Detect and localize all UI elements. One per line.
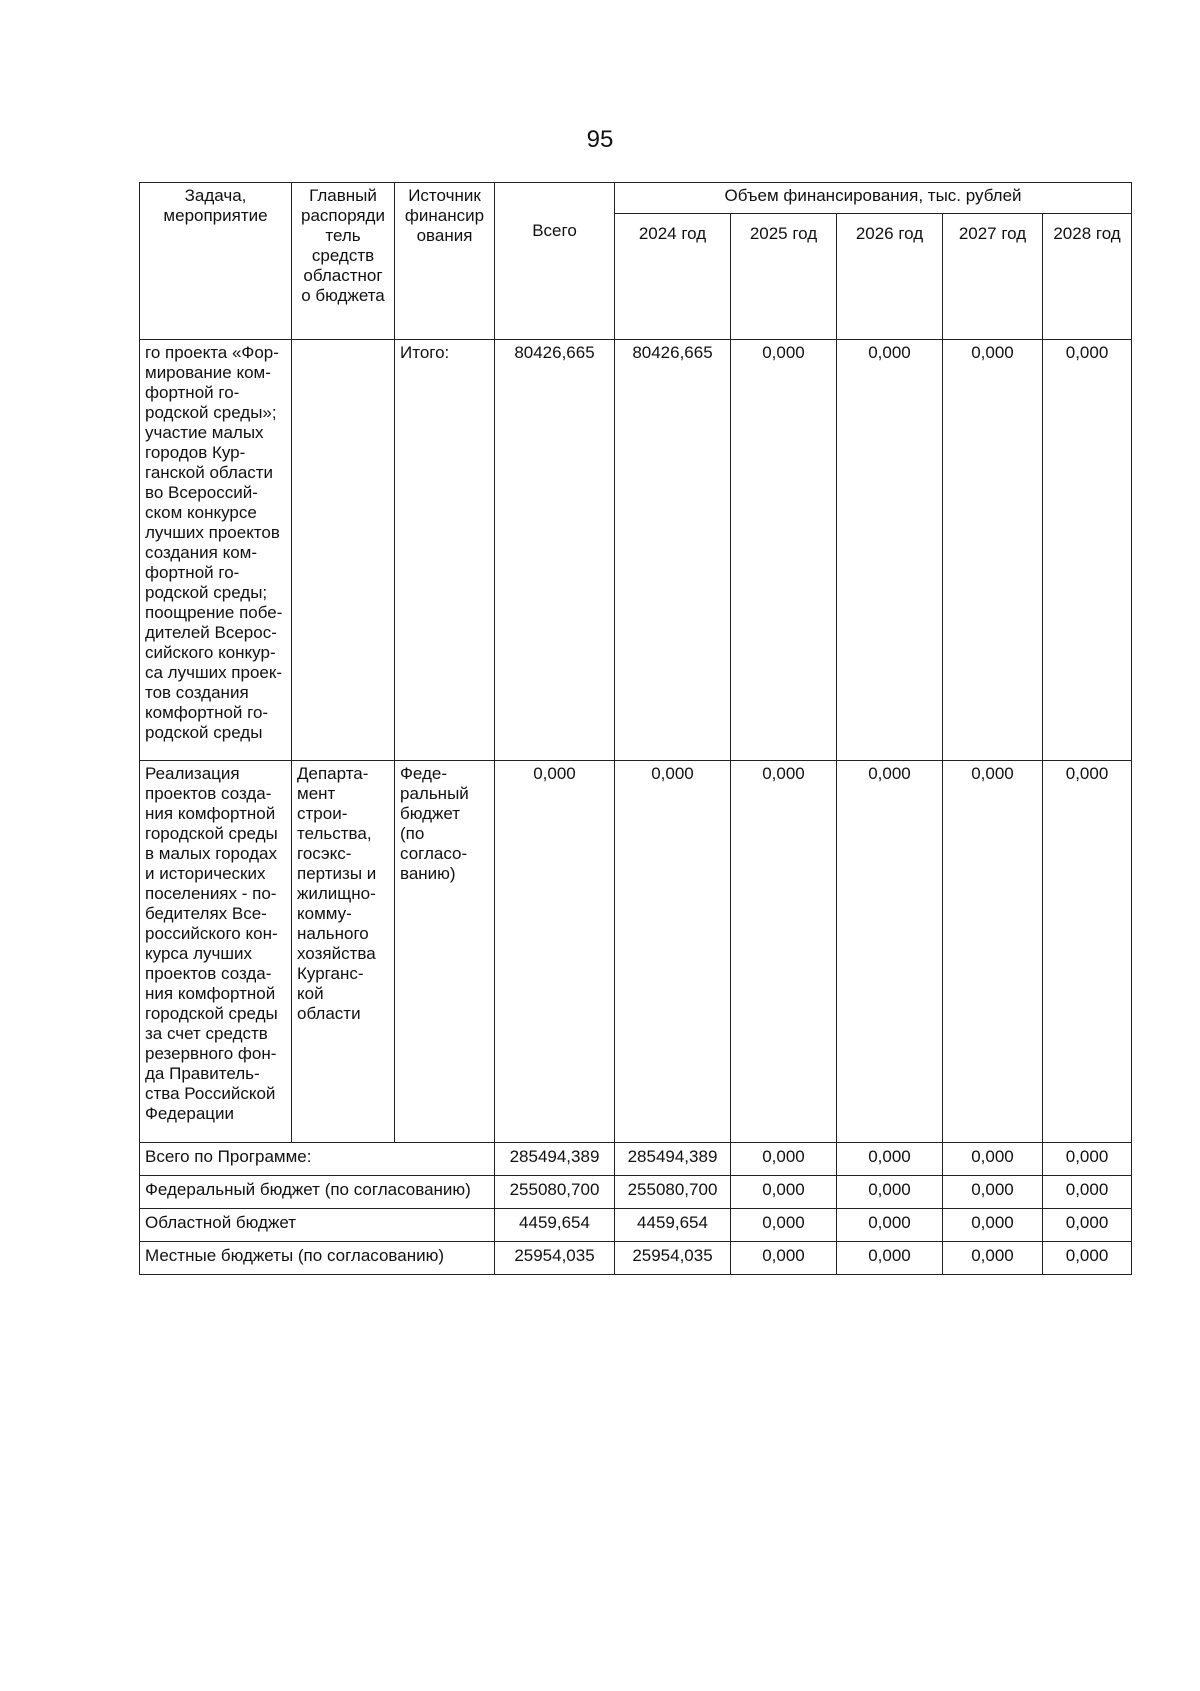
total-2027: 0,000 <box>943 1242 1043 1275</box>
row-total: 80426,665 <box>495 340 615 761</box>
total-row-local <box>140 1242 1132 1275</box>
financing-table <box>139 182 1132 1275</box>
row-task: Реализация проектов созда- ния комфортной городской среды в малых городах и исторических поселениях - по- бедителях Все- российского кон- курса лучших проектов созда- ния комфортной городской среды за счет средств резервного фон- да Правитель- ства Российской Федерации <box>140 761 292 1143</box>
total-2026: 0,000 <box>837 1209 943 1242</box>
header-volume: Объем финансирования, тыс. рублей <box>615 183 1132 214</box>
header-manager: Главный распоряди тель средств областног о бюджета <box>292 183 395 340</box>
total-value: 4459,654 <box>495 1209 615 1242</box>
row-manager <box>292 340 395 761</box>
header-total <box>495 183 615 340</box>
total-row-program <box>140 1143 1132 1176</box>
total-2027: 0,000 <box>943 1176 1043 1209</box>
total-2026: 0,000 <box>837 1176 943 1209</box>
total-label: Федеральный бюджет (по согласованию) <box>140 1176 495 1209</box>
header-task: Задача, мероприятие <box>140 183 292 340</box>
row-2028: 0,000 <box>1043 761 1132 1143</box>
total-2026: 0,000 <box>837 1242 943 1275</box>
row-source: Итого: <box>395 340 495 761</box>
row-task: го проекта «Фор- мирование ком- фортной го- родской среды»; участие малых городов Кур- ганской области во Всероссий- ском конкурсе лучших проектов создания ком- фортной го- родской среды; поощрение побе- дителей Всерос- сийского конкур- са лучших проек- тов создания комфортной го- родской среды <box>140 340 292 761</box>
row-total: 0,000 <box>495 761 615 1143</box>
total-2028: 0,000 <box>1043 1242 1132 1275</box>
total-2025: 0,000 <box>731 1176 837 1209</box>
total-2024: 285494,389 <box>615 1143 731 1176</box>
row-2028: 0,000 <box>1043 340 1132 761</box>
header-year-2024: 2024 год <box>615 214 731 340</box>
header-year-2028: 2028 год <box>1043 214 1132 340</box>
total-2025: 0,000 <box>731 1209 837 1242</box>
total-label: Всего по Программе: <box>140 1143 495 1176</box>
row-2024: 80426,665 <box>615 340 731 761</box>
page-number: 95 <box>586 126 614 153</box>
total-2027: 0,000 <box>943 1209 1043 1242</box>
row-2026: 0,000 <box>837 340 943 761</box>
row-manager: Департа- мент строи- тельства, госэкс- пертизы и жилищно- комму- нального хозяйства Курганс- кой области <box>292 761 395 1143</box>
table-row <box>140 340 1132 761</box>
total-value: 255080,700 <box>495 1176 615 1209</box>
header-row-top <box>140 183 1132 214</box>
header-year-2026: 2026 год <box>837 214 943 340</box>
row-2026: 0,000 <box>837 761 943 1143</box>
total-row-regional <box>140 1209 1132 1242</box>
total-2025: 0,000 <box>731 1242 837 1275</box>
total-value: 25954,035 <box>495 1242 615 1275</box>
total-label: Областной бюджет <box>140 1209 495 1242</box>
total-2028: 0,000 <box>1043 1143 1132 1176</box>
row-2025: 0,000 <box>731 340 837 761</box>
total-2028: 0,000 <box>1043 1176 1132 1209</box>
row-2027: 0,000 <box>943 761 1043 1143</box>
total-2024: 25954,035 <box>615 1242 731 1275</box>
row-2027: 0,000 <box>943 340 1043 761</box>
total-2028: 0,000 <box>1043 1209 1132 1242</box>
table-row <box>140 761 1132 1143</box>
header-year-2025: 2025 год <box>731 214 837 340</box>
total-2024: 4459,654 <box>615 1209 731 1242</box>
header-total-label: Всего <box>532 221 577 240</box>
total-2027: 0,000 <box>943 1143 1043 1176</box>
total-value: 285494,389 <box>495 1143 615 1176</box>
total-2026: 0,000 <box>837 1143 943 1176</box>
total-2025: 0,000 <box>731 1143 837 1176</box>
total-row-federal <box>140 1176 1132 1209</box>
header-year-2027: 2027 год <box>943 214 1043 340</box>
row-2025: 0,000 <box>731 761 837 1143</box>
row-source: Феде- ральный бюджет (по согласо- ванию) <box>395 761 495 1143</box>
header-source: Источник финансир ования <box>395 183 495 340</box>
total-label: Местные бюджеты (по согласованию) <box>140 1242 495 1275</box>
row-2024: 0,000 <box>615 761 731 1143</box>
total-2024: 255080,700 <box>615 1176 731 1209</box>
